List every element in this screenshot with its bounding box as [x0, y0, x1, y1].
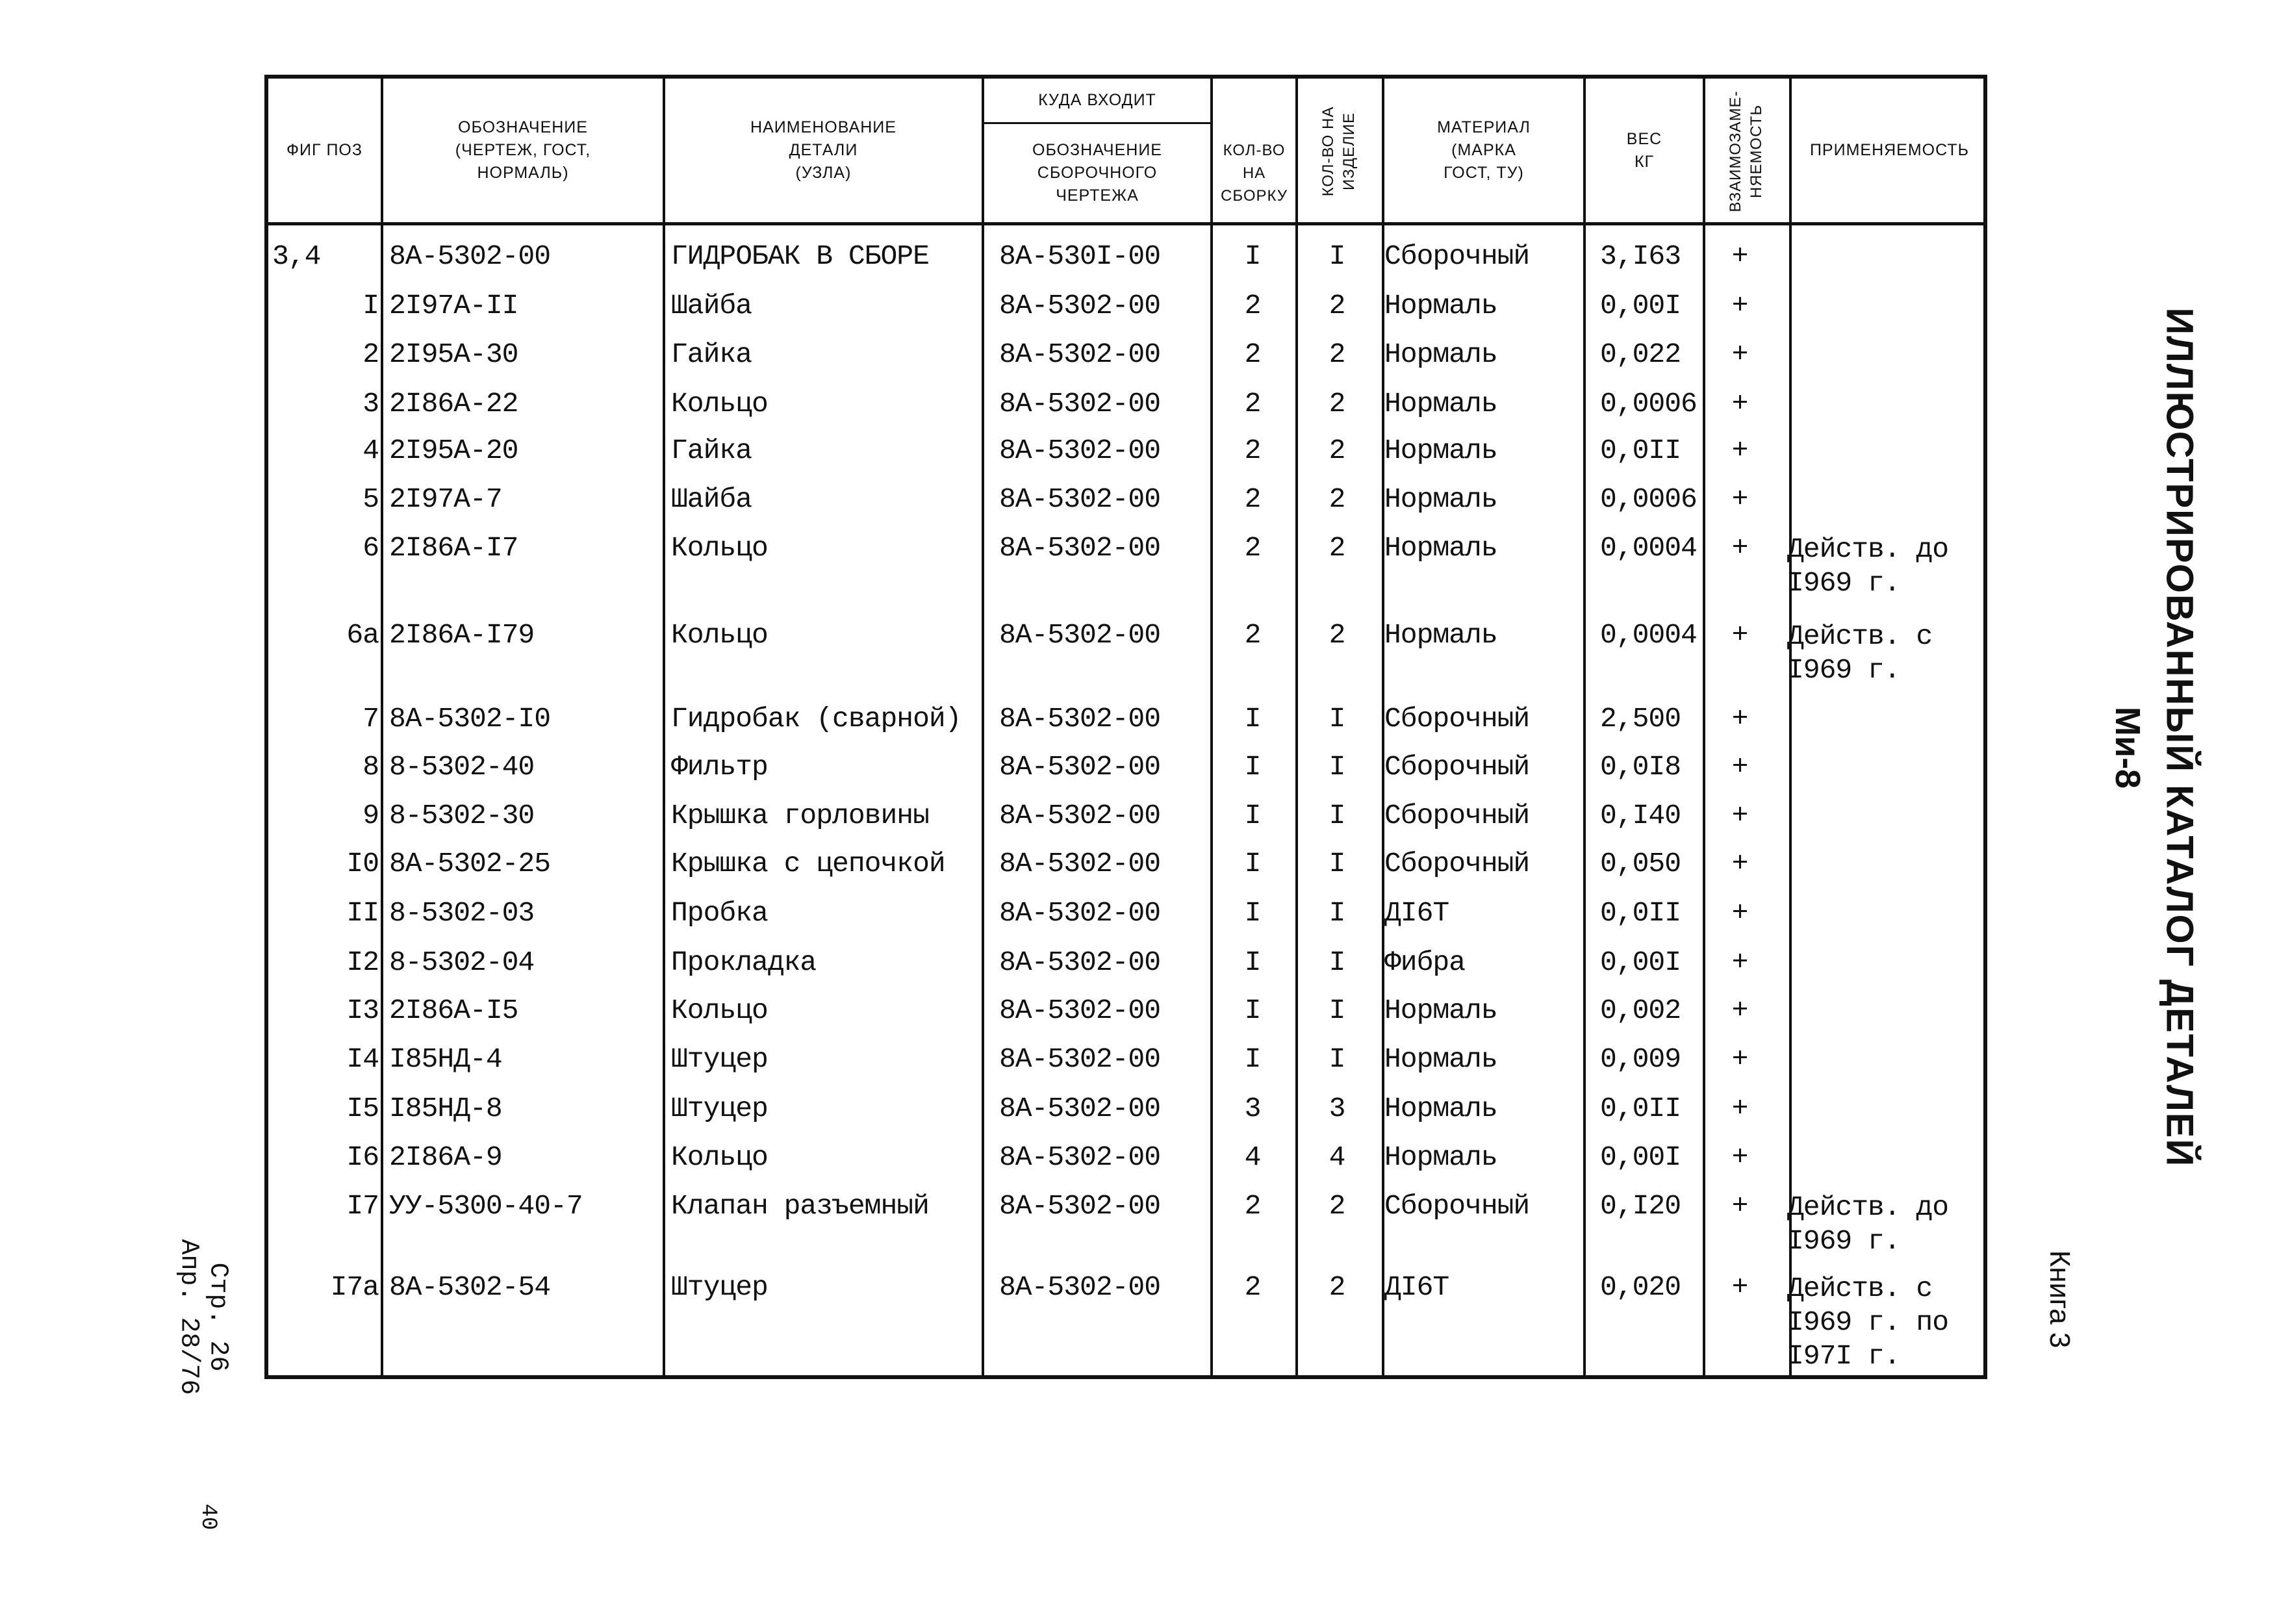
row-qty-assembly: 2	[1244, 532, 1261, 564]
row-position: I3	[346, 995, 379, 1026]
row-interchangeability: +	[1731, 388, 1748, 420]
row-assembly-drawing: 8А-5302-00	[999, 1141, 1161, 1173]
row-position: I6	[346, 1141, 379, 1173]
row-qty-product: I	[1329, 703, 1345, 735]
header-applicability: ПРИМЕНЯЕМОСТЬ	[1809, 141, 1970, 159]
row-weight: 0,0II	[1600, 1093, 1681, 1124]
row-designation: I85НД-8	[389, 1093, 502, 1124]
row-material: Нормаль	[1384, 435, 1497, 466]
row-designation: 2I86А-I79	[389, 619, 535, 651]
row-designation: 2I86А-I5	[389, 995, 518, 1026]
row-assembly-drawing: 8А-5302-00	[999, 995, 1161, 1026]
row-interchangeability: +	[1731, 751, 1748, 783]
row-assembly-drawing: 8А-5302-00	[999, 483, 1161, 515]
row-weight: 0,00I	[1600, 946, 1681, 978]
row-material: Нормаль	[1384, 1043, 1497, 1075]
row-qty-product: I	[1329, 751, 1345, 783]
book-label: Книга 3	[2044, 1250, 2076, 1349]
row-interchangeability: +	[1731, 1190, 1748, 1222]
row-material: Фибра	[1384, 946, 1466, 978]
row-designation: 2I97А-7	[389, 483, 502, 515]
row-qty-product: 2	[1329, 388, 1345, 420]
row-material: Сборочный	[1384, 1190, 1530, 1222]
row-qty-assembly: I	[1244, 848, 1261, 880]
row-weight: 0,I20	[1600, 1190, 1681, 1222]
row-position: I2	[346, 946, 379, 978]
row-assembly-drawing: 8А-5302-00	[999, 751, 1161, 783]
row-part-name: Штуцер	[671, 1043, 768, 1075]
row-applicability: Действ. до I969 г.	[1787, 533, 1949, 599]
row-interchangeability: +	[1731, 1141, 1748, 1173]
row-part-name: Кольцо	[671, 532, 768, 564]
table-row	[268, 947, 1983, 986]
row-qty-assembly: 4	[1244, 1141, 1261, 1173]
row-weight: 0,0004	[1600, 532, 1697, 564]
row-qty-assembly: I	[1244, 240, 1261, 272]
table-row	[268, 241, 1983, 280]
aircraft-label: Ми-8	[2108, 706, 2147, 789]
row-qty-assembly: I	[1244, 800, 1261, 831]
row-assembly-drawing: 8А-5302-00	[999, 1093, 1161, 1124]
row-material: Нормаль	[1384, 995, 1497, 1026]
row-fig: 3,4	[272, 240, 321, 272]
row-part-name: Пробка	[671, 897, 768, 929]
row-weight: 0,0004	[1600, 619, 1697, 651]
row-assembly-drawing: 8А-5302-00	[999, 800, 1161, 831]
row-qty-assembly: 2	[1244, 388, 1261, 420]
row-qty-product: 2	[1329, 290, 1345, 322]
row-position: 5	[363, 483, 379, 515]
row-position: 8	[363, 751, 379, 783]
header-weight: ВЕС КГ	[1626, 129, 1662, 171]
row-interchangeability: +	[1731, 995, 1748, 1026]
row-position: I5	[346, 1093, 379, 1124]
row-weight: 0,0006	[1600, 388, 1697, 420]
row-designation: 8-5302-03	[389, 897, 535, 929]
row-qty-assembly: 2	[1244, 435, 1261, 466]
row-material: Нормаль	[1384, 338, 1497, 370]
row-weight: 0,0II	[1600, 435, 1681, 466]
row-designation: 2I95А-30	[389, 338, 518, 370]
row-qty-assembly: I	[1244, 1043, 1261, 1075]
row-weight: 0,020	[1600, 1271, 1681, 1303]
table-row	[268, 484, 1983, 523]
row-part-name: Гидробак (сварной)	[671, 703, 961, 735]
row-designation: 8А-5302-54	[389, 1271, 551, 1303]
row-qty-product: 2	[1329, 619, 1345, 651]
row-designation: 8-5302-30	[389, 800, 535, 831]
row-interchangeability: +	[1731, 338, 1748, 370]
row-weight: 0,I40	[1600, 800, 1681, 831]
row-qty-assembly: 2	[1244, 1271, 1261, 1303]
parts-table	[264, 75, 1987, 1379]
row-material: Сборочный	[1384, 848, 1530, 880]
header-part-name: НАИМЕНОВАНИЕ ДЕТАЛИ (УЗЛА)	[750, 118, 897, 182]
row-designation: 2I86А-I7	[389, 532, 518, 564]
row-weight: 0,0I8	[1600, 751, 1681, 783]
row-position: 4	[363, 435, 379, 466]
row-designation: 8А-5302-00	[389, 240, 551, 272]
header-material: МАТЕРИАЛ (МАРКА ГОСТ, ТУ)	[1437, 118, 1531, 182]
table-row	[268, 1142, 1983, 1181]
row-qty-product: I	[1329, 1043, 1345, 1075]
row-designation: 8А-5302-25	[389, 848, 551, 880]
row-qty-product: I	[1329, 800, 1345, 831]
row-qty-product: 2	[1329, 435, 1345, 466]
row-assembly-drawing: 8А-5302-00	[999, 532, 1161, 564]
table-row	[268, 995, 1983, 1034]
sheet-number: 40	[196, 1503, 220, 1530]
row-position: I7	[346, 1190, 379, 1222]
row-part-name: ГИДРОБАК В СБОРЕ	[671, 240, 929, 272]
row-material: Сборочный	[1384, 800, 1530, 831]
row-material: Нормаль	[1384, 1093, 1497, 1124]
row-material: ДI6Т	[1384, 897, 1449, 929]
table-row	[268, 1271, 1983, 1372]
row-position: 6	[363, 532, 379, 564]
row-designation: 2I86А-22	[389, 388, 518, 420]
row-qty-product: 4	[1329, 1141, 1345, 1173]
row-designation: 2I97А-II	[389, 290, 518, 322]
row-position: I	[363, 290, 379, 322]
row-interchangeability: +	[1731, 897, 1748, 929]
row-material: Сборочный	[1384, 751, 1530, 783]
row-material: Нормаль	[1384, 290, 1497, 322]
row-qty-assembly: I	[1244, 703, 1261, 735]
row-qty-assembly: I	[1244, 946, 1261, 978]
row-position: I0	[346, 848, 379, 880]
row-part-name: Штуцер	[671, 1093, 768, 1124]
row-assembly-drawing: 8А-5302-00	[999, 897, 1161, 929]
row-weight: 0,00I	[1600, 290, 1681, 322]
row-interchangeability: +	[1731, 483, 1748, 515]
row-part-name: Кольцо	[671, 1141, 768, 1173]
table-row	[268, 339, 1983, 378]
row-designation: I85НД-4	[389, 1043, 502, 1075]
row-weight: 0,00I	[1600, 1141, 1681, 1173]
row-qty-product: I	[1329, 240, 1345, 272]
row-assembly-drawing: 8А-5302-00	[999, 619, 1161, 651]
row-assembly-drawing: 8А-5302-00	[999, 1043, 1161, 1075]
row-material: Нормаль	[1384, 619, 1497, 651]
row-interchangeability: +	[1731, 290, 1748, 322]
header-qty-per-assembly: КОЛ-ВО НА СБОРКУ	[1221, 142, 1288, 205]
row-interchangeability: +	[1731, 532, 1748, 564]
row-interchangeability: +	[1731, 240, 1748, 272]
row-qty-assembly: I	[1244, 897, 1261, 929]
row-material: ДI6Т	[1384, 1271, 1449, 1303]
row-position: 7	[363, 703, 379, 735]
row-material: Нормаль	[1384, 388, 1497, 420]
header-interchangeability: ВЗАИМОЗАМЕ- НЯЕМОСТЬ	[1727, 90, 1765, 212]
row-qty-assembly: I	[1244, 995, 1261, 1026]
row-weight: 0,022	[1600, 338, 1681, 370]
table-row	[268, 752, 1983, 791]
table-row	[268, 1093, 1983, 1132]
header-where-used: КУДА ВХОДИТ	[1038, 91, 1156, 109]
row-weight: 0,009	[1600, 1043, 1681, 1075]
row-qty-product: 2	[1329, 1190, 1345, 1222]
row-designation: УУ-5300-40-7	[389, 1190, 583, 1222]
row-part-name: Кольцо	[671, 388, 768, 420]
row-qty-assembly: 2	[1244, 338, 1261, 370]
row-qty-product: 3	[1329, 1093, 1345, 1124]
row-material: Нормаль	[1384, 1141, 1497, 1173]
row-qty-assembly: 2	[1244, 290, 1261, 322]
row-material: Сборочный	[1384, 703, 1530, 735]
row-position: 2	[363, 338, 379, 370]
row-part-name: Кольцо	[671, 995, 768, 1026]
row-part-name: Крышка горловины	[671, 800, 929, 831]
row-applicability: Действ. до I969 г.	[1787, 1191, 1949, 1257]
header-designation: ОБОЗНАЧЕНИЕ (ЧЕРТЕЖ, ГОСТ, НОРМАЛЬ)	[455, 118, 591, 182]
row-designation: 2I86А-9	[389, 1141, 502, 1173]
row-weight: 2,500	[1600, 703, 1681, 735]
row-qty-product: I	[1329, 897, 1345, 929]
table-row	[268, 532, 1983, 599]
table-row	[268, 848, 1983, 887]
row-qty-assembly: 2	[1244, 1190, 1261, 1222]
row-designation: 8-5302-04	[389, 946, 535, 978]
row-applicability: Действ. с I969 г.	[1787, 620, 1933, 686]
row-assembly-drawing: 8А-5302-00	[999, 1271, 1161, 1303]
row-position: II	[346, 897, 379, 929]
row-part-name: Клапан разъемный	[671, 1190, 929, 1222]
table-row	[268, 704, 1983, 742]
row-qty-assembly: I	[1244, 751, 1261, 783]
row-qty-product: 2	[1329, 532, 1345, 564]
row-designation: 8А-5302-I0	[389, 703, 551, 735]
row-part-name: Штуцер	[671, 1271, 768, 1303]
row-interchangeability: +	[1731, 946, 1748, 978]
row-qty-product: 2	[1329, 483, 1345, 515]
row-qty-product: 2	[1329, 1271, 1345, 1303]
row-qty-product: I	[1329, 995, 1345, 1026]
row-interchangeability: +	[1731, 848, 1748, 880]
header-fig-pos: ФИГ ПОЗ	[286, 141, 363, 159]
row-position: I4	[346, 1043, 379, 1075]
header-assembly-drawing: ОБОЗНАЧЕНИЕ СБОРОЧНОГО ЧЕРТЕЖА	[1032, 141, 1162, 205]
row-position: 9	[363, 800, 379, 831]
row-qty-assembly: 2	[1244, 619, 1261, 651]
table-row	[268, 1044, 1983, 1083]
row-weight: 0,050	[1600, 848, 1681, 880]
page-number: Стр. 26	[203, 1262, 233, 1372]
row-assembly-drawing: 8А-5302-00	[999, 1190, 1161, 1222]
row-qty-product: 2	[1329, 338, 1345, 370]
row-applicability: Действ. с I969 г. по I97I г.	[1787, 1273, 1949, 1372]
row-assembly-drawing: 8А-5302-00	[999, 703, 1161, 735]
row-assembly-drawing: 8А-5302-00	[999, 338, 1161, 370]
row-interchangeability: +	[1731, 1043, 1748, 1075]
table-row	[268, 290, 1983, 329]
header-qty-per-product: КОЛ-ВО НА ИЗДЕЛИЕ	[1319, 106, 1358, 197]
row-qty-assembly: 3	[1244, 1093, 1261, 1124]
table-row	[268, 800, 1983, 839]
row-part-name: Шайба	[671, 290, 752, 322]
row-assembly-drawing: 8А-5302-00	[999, 848, 1161, 880]
row-part-name: Кольцо	[671, 619, 768, 651]
row-part-name: Крышка с цепочкой	[671, 848, 945, 880]
row-part-name: Шайба	[671, 483, 752, 515]
row-weight: 0,0006	[1600, 483, 1697, 515]
row-interchangeability: +	[1731, 800, 1748, 831]
row-part-name: Гайка	[671, 338, 752, 370]
row-material: Нормаль	[1384, 483, 1497, 515]
row-assembly-drawing: 8А-5302-00	[999, 290, 1161, 322]
row-part-name: Прокладка	[671, 946, 817, 978]
row-material: Нормаль	[1384, 532, 1497, 564]
row-interchangeability: +	[1731, 435, 1748, 466]
row-part-name: Фильтр	[671, 751, 768, 783]
table-row	[268, 619, 1983, 686]
row-designation: 2I95А-20	[389, 435, 518, 466]
row-position: 3	[363, 388, 379, 420]
table-row	[268, 388, 1983, 427]
table-row	[268, 898, 1983, 937]
row-assembly-drawing: 8А-530I-00	[999, 240, 1161, 272]
row-position: 6а	[346, 619, 379, 651]
row-qty-product: I	[1329, 946, 1345, 978]
row-interchangeability: +	[1731, 703, 1748, 735]
revision-date: Апр. 28/76	[173, 1239, 203, 1395]
row-weight: 0,0II	[1600, 897, 1681, 929]
row-material: Сборочный	[1384, 240, 1530, 272]
row-weight: 0,002	[1600, 995, 1681, 1026]
table-row	[268, 1190, 1983, 1257]
row-interchangeability: +	[1731, 1271, 1748, 1303]
catalog-title: ИЛЛЮСТРИРОВАННЫЙ КАТАЛОГ ДЕТАЛЕЙ	[2158, 307, 2201, 1168]
row-position: I7а	[330, 1271, 379, 1303]
row-interchangeability: +	[1731, 1093, 1748, 1124]
row-assembly-drawing: 8А-5302-00	[999, 388, 1161, 420]
row-weight: 3,I63	[1600, 240, 1681, 272]
row-interchangeability: +	[1731, 619, 1748, 651]
row-assembly-drawing: 8А-5302-00	[999, 946, 1161, 978]
row-assembly-drawing: 8А-5302-00	[999, 435, 1161, 466]
table-row	[268, 435, 1983, 474]
row-part-name: Гайка	[671, 435, 752, 466]
row-designation: 8-5302-40	[389, 751, 535, 783]
row-qty-product: I	[1329, 848, 1345, 880]
row-qty-assembly: 2	[1244, 483, 1261, 515]
